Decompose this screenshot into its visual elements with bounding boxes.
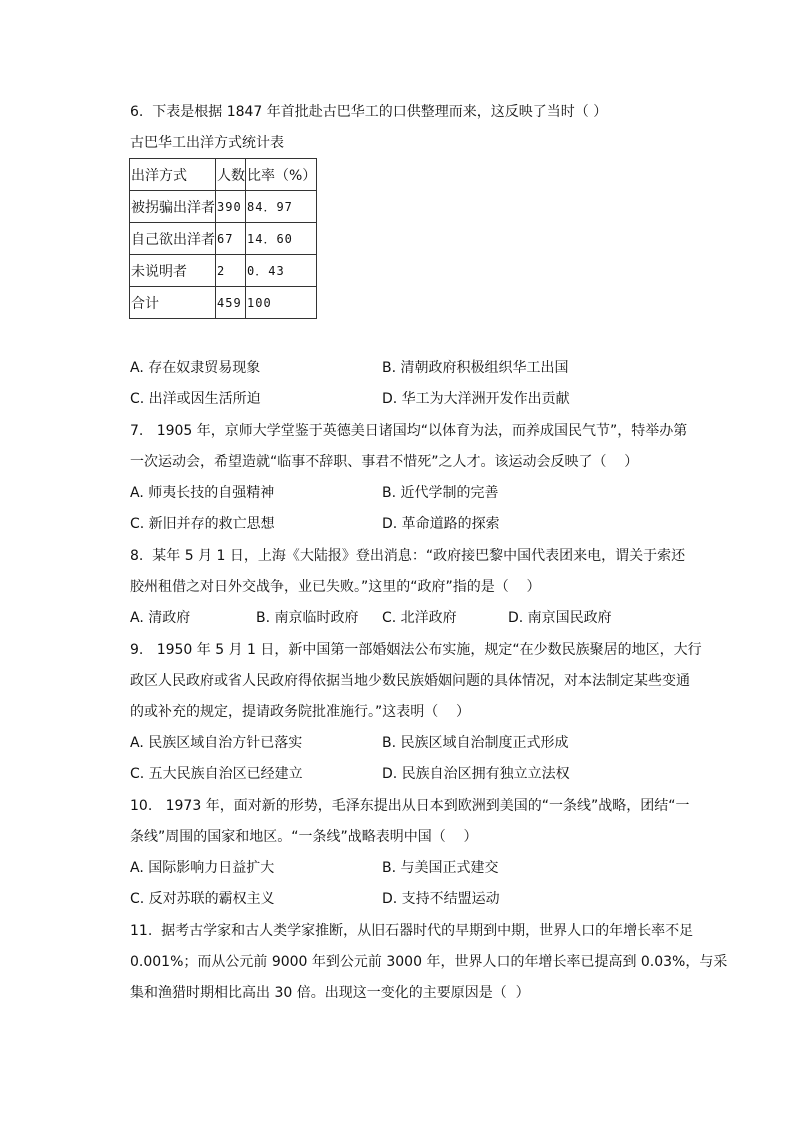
q7-option-a[interactable]: A. 师夷长技的自强精神 [130,485,275,501]
q8-stem-line: 胶州租借之对日外交战争，业已失败。”这里的“政府”指的是（ ） [130,579,541,595]
q8-option-c[interactable]: C. 北洋政府 [382,610,457,626]
table-cell: 14．60 [246,223,317,255]
q6-option-a[interactable]: A. 存在奴隶贸易现象 [130,360,261,376]
table-cell: 459 [216,287,246,319]
q7-stem-line: 7. 1905 年，京师大学堂鉴于英德美日诸国均“以体育为法，而养成国民气节”，特举办第 [130,423,688,439]
q6-option-d[interactable]: D. 华工为大洋洲开发作出贡献 [382,391,570,407]
q9-option-d[interactable]: D. 民族自治区拥有独立立法权 [382,766,570,782]
table-title: 古巴华工出洋方式统计表 [130,135,284,151]
q8-stem-line: 8. 某年 5 月 1 日，上海《大陆报》登出消息：“政府接巴黎中国代表团来电，谓关于索还 [130,548,686,564]
q7-option-d[interactable]: D. 革命道路的探索 [382,516,500,532]
table-header-cell: 人数 [216,159,246,191]
table-cell: 2 [216,255,246,287]
q8-option-b[interactable]: B. 南京临时政府 [256,610,359,626]
q10-option-b[interactable]: B. 与美国正式建交 [382,860,499,876]
q11-stem-line: 0.001%；而从公元前 9000 年到公元前 3000 年，世界人口的年增长率已提高到 0.03%，与采 [130,954,728,970]
q7-option-b[interactable]: B. 近代学制的完善 [382,485,499,501]
q10-stem-line: 10. 1973 年，面对新的形势，毛泽东提出从日本到欧洲到美国的“一条线”战略，团结“一 [130,798,690,814]
table-row [130,191,317,223]
q6-option-b[interactable]: B. 清朝政府积极组织华工出国 [382,360,569,376]
table-row [130,287,317,319]
q10-option-d[interactable]: D. 支持不结盟运动 [382,891,500,907]
q10-option-c[interactable]: C. 反对苏联的霸权主义 [130,891,275,907]
q9-option-b[interactable]: B. 民族区域自治制度正式形成 [382,735,569,751]
q6-stem: 6. 下表是根据 1847 年首批赴古巴华工的口供整理而来，这反映了当时（ ） [130,104,608,120]
q8-option-a[interactable]: A. 清政府 [130,610,191,626]
table-row [130,255,317,287]
q11-stem-line: 集和渔猎时期相比高出 30 倍。出现这一变化的主要原因是（ ） [130,985,530,1001]
q9-option-a[interactable]: A. 民族区域自治方针已落实 [130,735,303,751]
q10-stem-line: 条线”周围的国家和地区。“一条线”战略表明中国（ ） [130,829,478,845]
q9-stem-line: 政区人民政府或省人民政府得依据当地少数民族婚姻问题的具体情况，对本法制定某些变通 [130,673,690,689]
table-header-row [130,159,317,191]
table-cell: 被拐骗出洋者 [130,191,216,223]
q7-stem-line: 一次运动会，希望造就“临事不辞职、事君不惜死”之人才。该运动会反映了（ ） [130,454,639,470]
table-row [130,223,317,255]
q8-option-d[interactable]: D. 南京国民政府 [508,610,612,626]
table-cell: 自己欲出洋者 [130,223,216,255]
q10-option-a[interactable]: A. 国际影响力日益扩大 [130,860,275,876]
table-cell: 390 [216,191,246,223]
table-header-cell: 比率（%） [246,159,317,191]
table-cell: 84．97 [246,191,317,223]
table-cell: 0．43 [246,255,317,287]
q6-option-c[interactable]: C. 出洋或因生活所迫 [130,391,261,407]
q11-stem-line: 11. 据考古学家和古人类学家推断，从旧石器时代的早期到中期，世界人口的年增长率不足 [130,923,694,939]
q9-stem-line: 9. 1950 年 5 月 1 日，新中国第一部婚姻法公布实施，规定“在少数民族聚居的地区，大行 [130,642,702,658]
table-cell: 合计 [130,287,216,319]
table-cell: 100 [246,287,317,319]
q9-option-c[interactable]: C. 五大民族自治区已经建立 [130,766,303,782]
table-cell: 67 [216,223,246,255]
table-header-cell: 出洋方式 [130,159,216,191]
q7-option-c[interactable]: C. 新旧并存的救亡思想 [130,516,275,532]
statistics-table [129,158,317,319]
table-cell: 未说明者 [130,255,216,287]
q9-stem-line: 的或补充的规定，提请政务院批准施行。”这表明（ ） [130,704,471,720]
